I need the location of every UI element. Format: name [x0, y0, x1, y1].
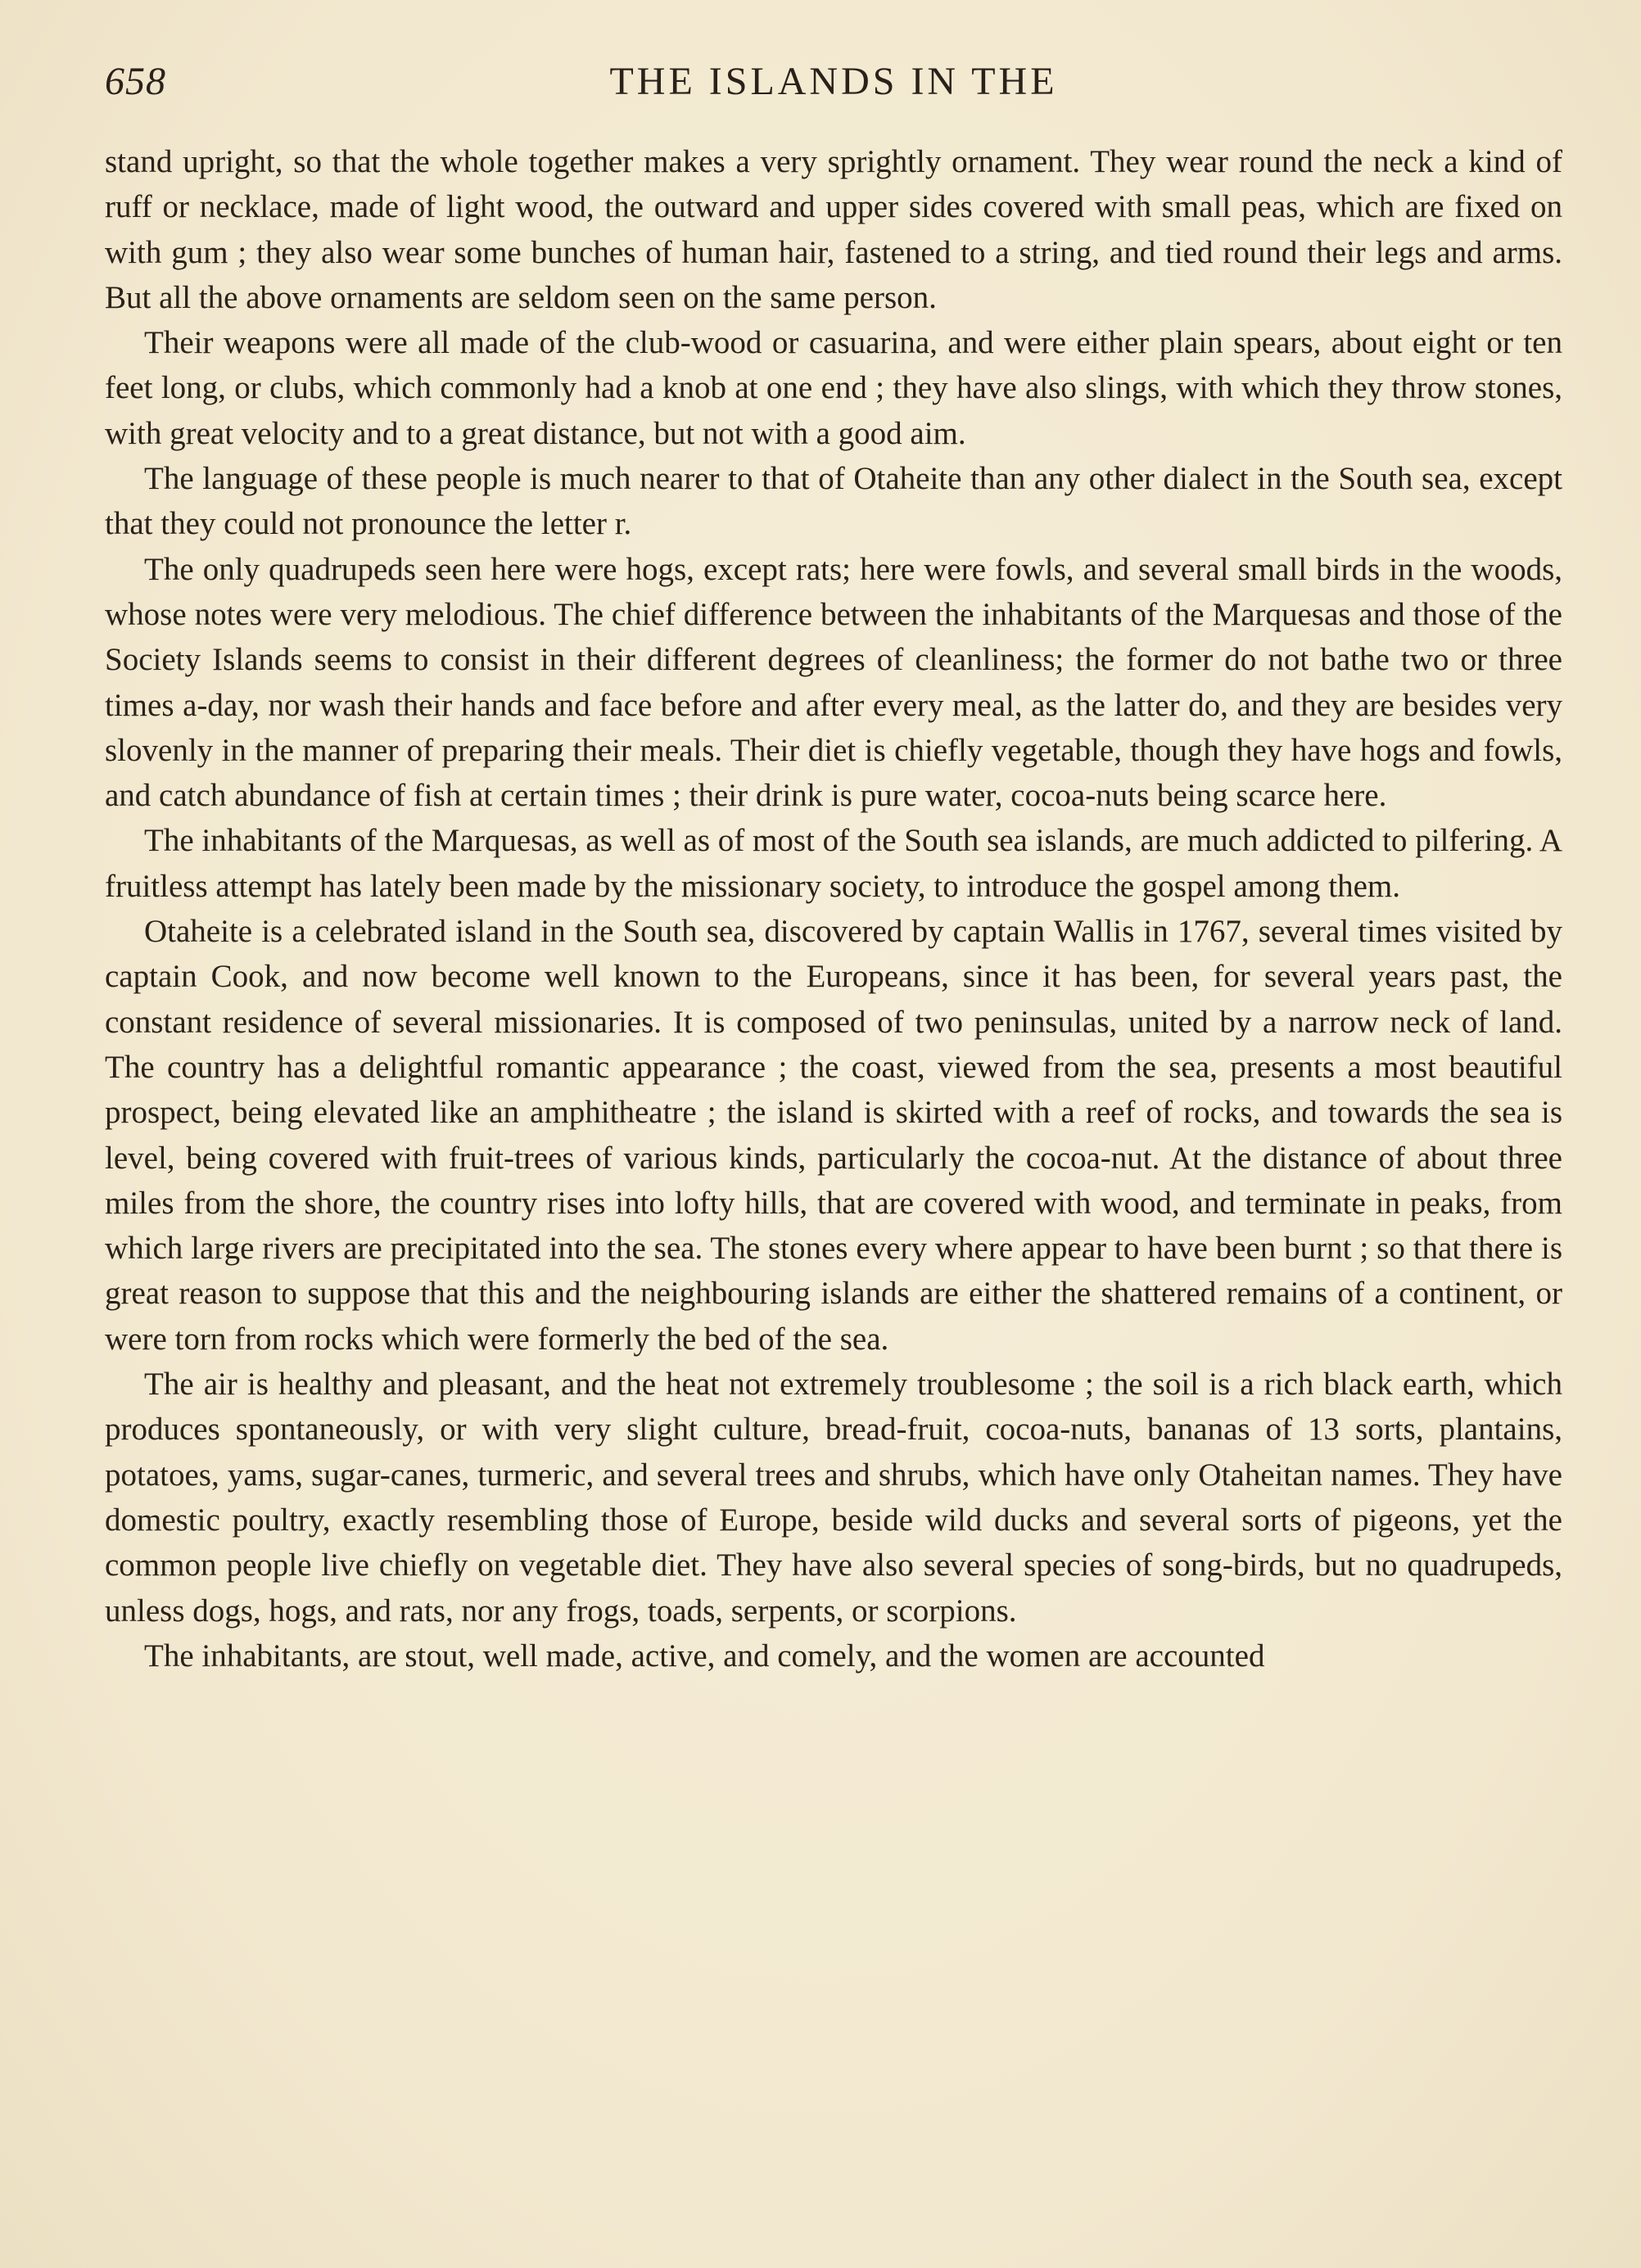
page-header	[105, 59, 1562, 116]
paragraph-air-soil: The air is healthy and pleasant, and the heat not extremely troublesome ; the soil is a rich black earth, which produces spontaneously, or with very slight culture, bread-fruit, cocoa-nuts, bananas of 13 sorts, plantains, potatoes, yams, sugar-canes, turmeric, and several trees and shrubs, which have only Otaheitan names. They have domestic poultry, exactly resembling those of Europe, beside wild ducks and several sorts of pigeons, yet the common people live chiefly on vegetable diet. They have also several species of song-birds, but no quadrupeds, unless dogs, hogs, and rats, nor any frogs, toads, serpents, or scorpions.	[105, 1367, 1562, 1629]
paragraph-otaheite: Otaheite is a celebrated island in the South sea, discovered by captain Wallis in 1767, several times visited by captain Cook, and now become well known to the Europeans, since it has been, for several years past, the constant residence of several missionaries. It is composed of two peninsulas, united by a narrow neck of land. The country has a delightful romantic appearance ; the coast, viewed from the sea, presents a most beautiful prospect, being elevated like an amphitheatre ; the island is skirted with a reef of rocks, and towards the sea is level, being covered with fruit-trees of various kinds, particularly the cocoa-nut. At the distance of about three miles from the shore, the country rises into lofty hills, that are covered with wood, and terminate in peaks, from which large rivers are precipitated into the sea. The stones every where appear to have been burnt ; so that there is great reason to suppose that this and the neighbouring islands are either the shattered remains of a continent, or were torn from rocks which were formerly the bed of the sea.	[105, 914, 1562, 1357]
running-title: THE ISLANDS IN THE	[609, 60, 1058, 103]
paragraph-pilfering: The inhabitants of the Marquesas, as well as of most of the South sea islands, are much addicted to pilfering. A fruitless attempt has lately been made by the missionary society, to introduce the gospel among them.	[105, 823, 1562, 904]
body-text	[105, 139, 1562, 1678]
paragraph-continued: stand upright, so that the whole together makes a very sprightly ornament. They wear round the neck a kind of ruff or necklace, made of light wood, the outward and upper sides covered with small peas, which are fixed on with gum ; they also wear some bunches of human hair, fastened to a string, and tied round their legs and arms. But all the above ornaments are seldom seen on the same person.	[105, 144, 1562, 315]
paragraph-quadrupeds: The only quadrupeds seen here were hogs, except rats; here were fowls, and several small birds in the woods, whose notes were very melodious. The chief difference between the inhabitants of the Marquesas and those of the Society Islands seems to consist in their different degrees of cleanliness; the former do not bathe two or three times a-day, nor wash their hands and face before and after every meal, as the latter do, and they are besides very slovenly in the manner of preparing their meals. Their diet is chiefly vegetable, though they have hogs and fowls, and catch abundance of fish at certain times ; their drink is pure water, cocoa-nuts being scarce here.	[105, 551, 1562, 814]
paragraph-inhabitants: The inhabitants, are stout, well made, active, and comely, and the women are accounted	[144, 1638, 1265, 1674]
paragraph-weapons: Their weapons were all made of the club-wood or casuarina, and were either plain spears, about eight or ten feet long, or clubs, which commonly had a knob at one end ; they have also slings, with which they throw stones, with great velocity and to a great distance, but not with a good aim.	[105, 325, 1562, 451]
page-number: 658	[105, 60, 166, 103]
paragraph-language: The language of these people is much nearer to that of Otaheite than any other dialect in the South sea, except that they could not pronounce the letter r.	[105, 461, 1562, 542]
